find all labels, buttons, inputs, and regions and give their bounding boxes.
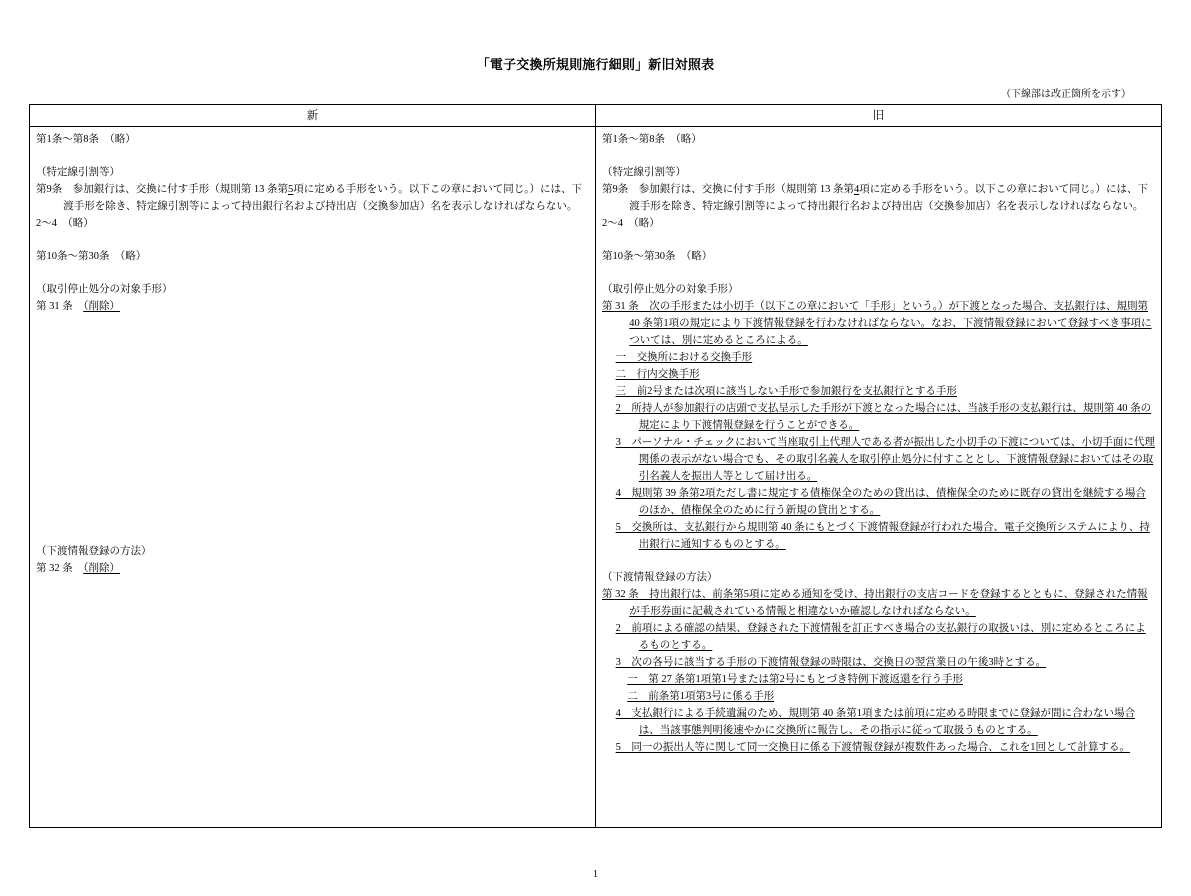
- provision-line: （特定線引割等）: [602, 167, 686, 178]
- provision-subitem: 一 第 27 条第1項第1号または第2号にもとづき特例下渡返還を行う手形: [627, 674, 963, 685]
- spacer: [602, 148, 1155, 164]
- spacer: [36, 148, 589, 164]
- provision-line: （特定線引割等）: [36, 167, 120, 178]
- spacer: [602, 232, 1155, 248]
- provision-line: （下渡情報登録の方法）: [602, 572, 718, 583]
- provision-item: 一 交換所における交換手形: [615, 352, 753, 363]
- revision-note: （下線部は改正箇所を示す）: [1001, 89, 1131, 100]
- table-row: [30, 127, 1162, 828]
- old-column-content: [602, 131, 1155, 756]
- table-header-row: [30, 105, 1162, 127]
- provision-line: 第10条～第30条 （略）: [36, 251, 147, 262]
- provision-item: 4 規則第 39 条第2項ただし書に規定する債権保全のための貸出は、債権保全のために既存の貸出を継続する場合のほか、債権保全のために行う新規の貸出とする。: [615, 488, 1146, 516]
- spacer: [602, 553, 1155, 569]
- provision-paragraph: 第 31 条 次の手形または小切手（以下この章において「手形」という。）が下渡となった場合、支払銀行は、規則第 40 条第1項の規定により下渡情報登録を行わなければならない。なお、下渡情報登録において登録すべき事項については、別に定めるところによる。: [602, 301, 1152, 346]
- provision-line: 第10条～第30条 （略）: [602, 251, 713, 262]
- cell-new-provisions: [30, 127, 596, 828]
- provision-line: 2～4 （略）: [602, 218, 660, 229]
- provision-line: 第1条～第8条 （略）: [602, 134, 702, 145]
- provision-item: 5 交換所は、支払銀行から規則第 40 条にもとづく下渡情報登録が行われた場合、電子交換所システムにより、持出銀行に通知するものとする。: [615, 522, 1150, 550]
- spacer: [36, 315, 589, 543]
- provision-paragraph: 第9条 参加銀行は、交換に付す手形（規則第 13 条第4項に定める手形をいう。以下この章において同じ。）には、下渡手形を除き、特定線引割等によって持出銀行名および持出店（交換参加店）名を表示しなければならない。: [602, 184, 1148, 212]
- page-number: 1: [593, 869, 598, 880]
- provision-paragraph: 第 32 条 持出銀行は、前条第5項に定める通知を受け、持出銀行の支店コードを登録するとともに、登録された情報が手形券面に記載されている情報と相違ないか確認しなければならない。: [602, 589, 1148, 617]
- column-header-new: 新: [30, 105, 596, 127]
- provision-line: 第 31 条 （削除）: [36, 301, 120, 312]
- page-title: 「電子交換所規則施行細則」新旧対照表: [476, 57, 715, 72]
- provision-line: （下渡情報登録の方法）: [36, 546, 152, 557]
- provision-line: 第 32 条 （削除）: [36, 563, 120, 574]
- provision-subitem: 二 前条第1項第3号に係る手形: [627, 691, 775, 702]
- provision-item: 三 前2号または次項に該当しない手形で参加銀行を支払銀行とする手形: [615, 386, 957, 397]
- provision-item: 2 前項による確認の結果、登録された下渡情報を訂正すべき場合の支払銀行の取扱いは、別に定めるところによるものとする。: [615, 623, 1146, 651]
- provision-line: 第1条～第8条 （略）: [36, 134, 136, 145]
- provision-item: 4 支払銀行による手続遺漏のため、規則第 40 条第1項または前項に定める時限までに登録が間に合わない場合は、当該事態判明後速やかに交換所に報告し、その指示に従って取扱うものとする。: [615, 708, 1135, 736]
- provision-item: 3 次の各号に該当する手形の下渡情報登録の時限は、交換日の翌営業日の午後3時とする。: [615, 657, 1047, 668]
- provision-line: 2～4 （略）: [36, 218, 94, 229]
- provision-item: 二 行内交換手形: [615, 369, 700, 380]
- provision-line: （取引停止処分の対象手形）: [36, 284, 173, 295]
- column-header-old: 旧: [596, 105, 1162, 127]
- provision-line: （取引停止処分の対象手形）: [602, 284, 739, 295]
- comparison-table: [29, 104, 1162, 828]
- spacer: [602, 265, 1155, 281]
- cell-old-provisions: [596, 127, 1162, 828]
- provision-paragraph: 第9条 参加銀行は、交換に付す手形（規則第 13 条第5項に定める手形をいう。以下この章において同じ。）には、下渡手形を除き、特定線引割等によって持出銀行名および持出店（交換参加店）名を表示しなければならない。: [36, 184, 582, 212]
- provision-item: 3 パーソナル・チェックにおいて当座取引上代理人である者が振出した小切手の下渡については、小切手面に代理関係の表示がない場合でも、その取引名義人を取引停止処分に付すこととし、下渡情報登録においてはその取引名義人を振出人等として届け出る。: [615, 437, 1155, 482]
- new-column-content: [36, 131, 589, 577]
- provision-item: 2 所持人が参加銀行の店頭で支払呈示した手形が下渡となった場合には、当該手形の支払銀行は、規則第 40 条の規定により下渡情報登録を行うことができる。: [615, 403, 1152, 431]
- spacer: [36, 265, 589, 281]
- provision-item: 5 同一の振出人等に関して同一交換日に係る下渡情報登録が複数件あった場合、これを1回として計算する。: [615, 742, 1131, 753]
- spacer: [36, 232, 589, 248]
- document-page: [0, 54, 1191, 896]
